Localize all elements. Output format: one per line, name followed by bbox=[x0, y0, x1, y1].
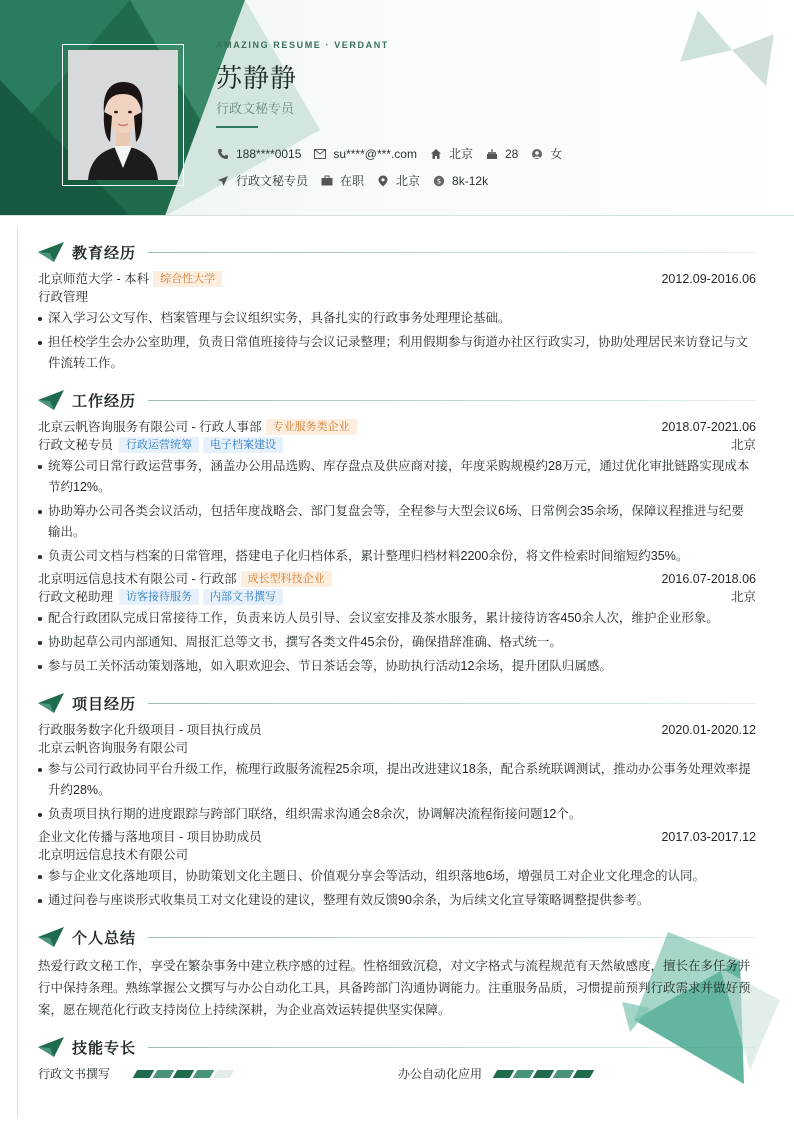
section-line bbox=[148, 400, 756, 401]
section-line bbox=[148, 703, 756, 704]
skill-tag: 行政运营统筹 bbox=[119, 437, 199, 453]
list-item: 协助起草公司内部通知、周报汇总等文书，撰写各类文件45余份，确保措辞准确、格式统一。 bbox=[38, 632, 756, 653]
intention-city bbox=[376, 172, 420, 189]
skill-segment bbox=[153, 1070, 175, 1078]
contact-age-text: 28 bbox=[504, 146, 519, 161]
entry-period: 2020.01-2020.12 bbox=[661, 723, 756, 737]
header-divider bbox=[0, 215, 794, 216]
school-tag: 综合性大学 bbox=[153, 271, 222, 287]
intention-row bbox=[216, 172, 500, 189]
contact-row bbox=[216, 145, 574, 162]
project-name: 行政服务数字化升级项目 - 项目执行成员 bbox=[38, 723, 262, 737]
bullet-list bbox=[38, 608, 756, 677]
section-title: 技能专长 bbox=[72, 1039, 137, 1057]
home-icon bbox=[429, 147, 443, 161]
skill-segment bbox=[193, 1070, 215, 1078]
bullet-list bbox=[38, 866, 756, 911]
list-item: 通过问卷与座谈形式收集员工对文化建设的建议，整理有效反馈90余条，为后续文化宣导策略调整提供参考。 bbox=[38, 890, 756, 911]
skill-segment bbox=[573, 1070, 595, 1078]
briefcase-icon bbox=[320, 174, 334, 188]
list-item: 协助筹办公司各类会议活动，包括年度战略会、部门复盘会等，全程参与大型会议6场、日常例会35余场，保障议程推进与纪要输出。 bbox=[38, 501, 756, 543]
entry-period: 2012.09-2016.06 bbox=[661, 272, 756, 286]
list-item: 深入学习公文写作、档案管理与会议组织实务，具备扎实的行政事务处理理论基础。 bbox=[38, 308, 756, 329]
contact-gender-text: 女 bbox=[550, 147, 563, 161]
send-icon bbox=[216, 174, 230, 188]
section-title: 个人总结 bbox=[72, 929, 137, 947]
skill-level-bar bbox=[135, 1070, 235, 1078]
project-entry bbox=[38, 721, 756, 825]
intention-status-text: 在职 bbox=[340, 174, 365, 188]
company-tag: 成长型科技企业 bbox=[241, 571, 332, 587]
section-flag-icon bbox=[38, 1037, 64, 1057]
project-org: 北京云帆咨询服务有限公司 bbox=[38, 741, 189, 755]
intention-salary-text: 8k-12k bbox=[452, 173, 489, 188]
bullet-list bbox=[38, 308, 756, 374]
left-timeline-rule bbox=[17, 228, 18, 1118]
company-name: 北京明远信息技术有限公司 - 行政部 bbox=[38, 572, 237, 586]
project-org: 北京明远信息技术有限公司 bbox=[38, 848, 189, 862]
job-title: 行政文秘专员 bbox=[38, 438, 114, 452]
contact-email-text: su****@***.com bbox=[333, 146, 417, 161]
entry-city: 北京 bbox=[730, 438, 756, 452]
work-entry bbox=[38, 418, 756, 567]
candidate-role: 行政文秘专员 bbox=[216, 101, 295, 116]
candidate-name: 苏静静 bbox=[216, 63, 298, 93]
contact-city bbox=[429, 145, 473, 162]
list-item: 担任校学生会办公室助理，负责日常值班接待与会议记录整理；利用假期参与街道办社区行政实习，协助处理居民来访登记与文件流转工作。 bbox=[38, 332, 756, 374]
skill-segment bbox=[533, 1070, 555, 1078]
name-underline bbox=[216, 126, 258, 128]
contact-age bbox=[485, 147, 518, 161]
section-flag-icon bbox=[38, 390, 64, 410]
cake-icon bbox=[485, 147, 499, 161]
section-work-header bbox=[38, 388, 756, 412]
project-entry bbox=[38, 828, 756, 911]
mail-icon bbox=[313, 147, 327, 161]
entry-city: 北京 bbox=[730, 590, 756, 604]
list-item: 负责公司文档与档案的日常管理，搭建电子化归档体系，累计整理归档材料2200余份，将文件检索时间缩短约35%。 bbox=[38, 546, 756, 567]
summary-text: 热爱行政文秘工作，享受在繁杂事务中建立秩序感的过程。性格细致沉稳，对文字格式与流程规范有天然敏感度，擅长在多任务并行中保持条理。熟练掌握公文撰写与办公自动化工具，具备跨部门沟通协调能力。注重服务品质，习惯提前预判行政需求并做好预案，愿在规范化行政支持岗位上持续深耕，为企业高效运转提供坚实保障。 bbox=[38, 959, 751, 1017]
intention-status bbox=[320, 172, 364, 189]
entry-head bbox=[38, 828, 756, 846]
section-line bbox=[148, 252, 756, 253]
list-item: 参与企业文化落地项目，协助策划文化主题日、价值观分享会等活动，组织落地6场，增强员工对企业文化理念的认同。 bbox=[38, 866, 756, 887]
entry-sub bbox=[38, 436, 756, 454]
education-entry bbox=[38, 270, 756, 374]
avatar bbox=[68, 50, 178, 180]
entry-sub bbox=[38, 288, 756, 306]
skill-tag: 电子档案建设 bbox=[203, 437, 283, 453]
school-name: 北京师范大学 - 本科 bbox=[38, 272, 150, 286]
job-title: 行政文秘助理 bbox=[38, 590, 114, 604]
skill-segment bbox=[133, 1070, 155, 1078]
intention-position-text: 行政文秘专员 bbox=[236, 174, 309, 188]
skill-name: 办公自动化应用 bbox=[398, 1067, 483, 1081]
bullet-list bbox=[38, 759, 756, 825]
intention-position bbox=[216, 172, 308, 189]
major: 行政管理 bbox=[38, 290, 89, 304]
intention-salary bbox=[432, 174, 488, 188]
location-pin-icon bbox=[376, 174, 390, 188]
list-item: 参与员工关怀活动策划落地，如入职欢迎会、节日茶话会等，协助执行活动12余场，提升团队归属感。 bbox=[38, 656, 756, 677]
skill-level-bar bbox=[495, 1070, 595, 1078]
contact-gender bbox=[530, 145, 562, 162]
section-flag-icon bbox=[38, 242, 64, 262]
skill-name: 行政文书撰写 bbox=[38, 1067, 111, 1081]
svg-text:$: $ bbox=[436, 177, 442, 186]
phone-icon bbox=[216, 147, 230, 161]
brand-tagline: AMAZING RESUME · VERDANT bbox=[216, 40, 389, 50]
entry-period: 2017.03-2017.12 bbox=[661, 830, 756, 844]
skill-segment bbox=[493, 1070, 515, 1078]
contact-city-text: 北京 bbox=[448, 147, 473, 161]
entry-sub bbox=[38, 846, 756, 864]
skill-segment bbox=[173, 1070, 195, 1078]
resume-body bbox=[38, 240, 756, 1082]
entry-head bbox=[38, 721, 756, 739]
section-title: 项目经历 bbox=[72, 695, 137, 713]
skill-item bbox=[38, 1065, 338, 1082]
skill-segment bbox=[553, 1070, 575, 1078]
skill-tag: 访客接待服务 bbox=[119, 589, 199, 605]
list-item: 负责项目执行期的进度跟踪与跨部门联络，组织需求沟通会8余次，协调解决流程衔接问题12个。 bbox=[38, 804, 756, 825]
entry-sub bbox=[38, 739, 756, 757]
section-title: 工作经历 bbox=[72, 392, 137, 410]
skill-tag: 内部文书撰写 bbox=[203, 589, 283, 605]
section-project-header bbox=[38, 691, 756, 715]
entry-period: 2018.07-2021.06 bbox=[661, 420, 756, 434]
project-name: 企业文化传播与落地项目 - 项目协助成员 bbox=[38, 830, 262, 844]
contact-phone bbox=[216, 147, 301, 161]
company-tag: 专业服务类企业 bbox=[266, 419, 357, 435]
entry-head bbox=[38, 418, 756, 436]
intention-city-text: 北京 bbox=[396, 174, 421, 188]
section-title: 教育经历 bbox=[72, 244, 137, 262]
list-item: 参与公司行政协同平台升级工作，梳理行政服务流程25余项，提出改进建议18条，配合系统联调测试，推动办公事务处理效率提升约28%。 bbox=[38, 759, 756, 801]
entry-head bbox=[38, 270, 756, 288]
skill-segment bbox=[513, 1070, 535, 1078]
entry-head bbox=[38, 570, 756, 588]
skill-segment bbox=[213, 1070, 235, 1078]
list-item: 统筹公司日常行政运营事务，涵盖办公用品选购、库存盘点及供应商对接，年度采购规模约28万元，通过优化审批链路实现成本节约12%。 bbox=[38, 456, 756, 498]
entry-period: 2016.07-2018.06 bbox=[661, 572, 756, 586]
section-education-header bbox=[38, 240, 756, 264]
company-name: 北京云帆咨询服务有限公司 - 行政人事部 bbox=[38, 420, 262, 434]
contact-phone-text: 188****0015 bbox=[236, 146, 302, 161]
section-flag-icon bbox=[38, 693, 64, 713]
work-entry bbox=[38, 570, 756, 677]
bullet-list bbox=[38, 456, 756, 567]
gender-icon bbox=[530, 147, 544, 161]
section-flag-icon bbox=[38, 927, 64, 947]
contact-email bbox=[313, 147, 417, 161]
entry-sub bbox=[38, 588, 756, 606]
resume-header bbox=[0, 0, 794, 216]
list-item: 配合行政团队完成日常接待工作，负责来访人员引导、会议室安排及茶水服务，累计接待访客450余人次，维护企业形象。 bbox=[38, 608, 756, 629]
salary-icon bbox=[432, 174, 446, 188]
header-corner-triangles bbox=[670, 6, 780, 96]
